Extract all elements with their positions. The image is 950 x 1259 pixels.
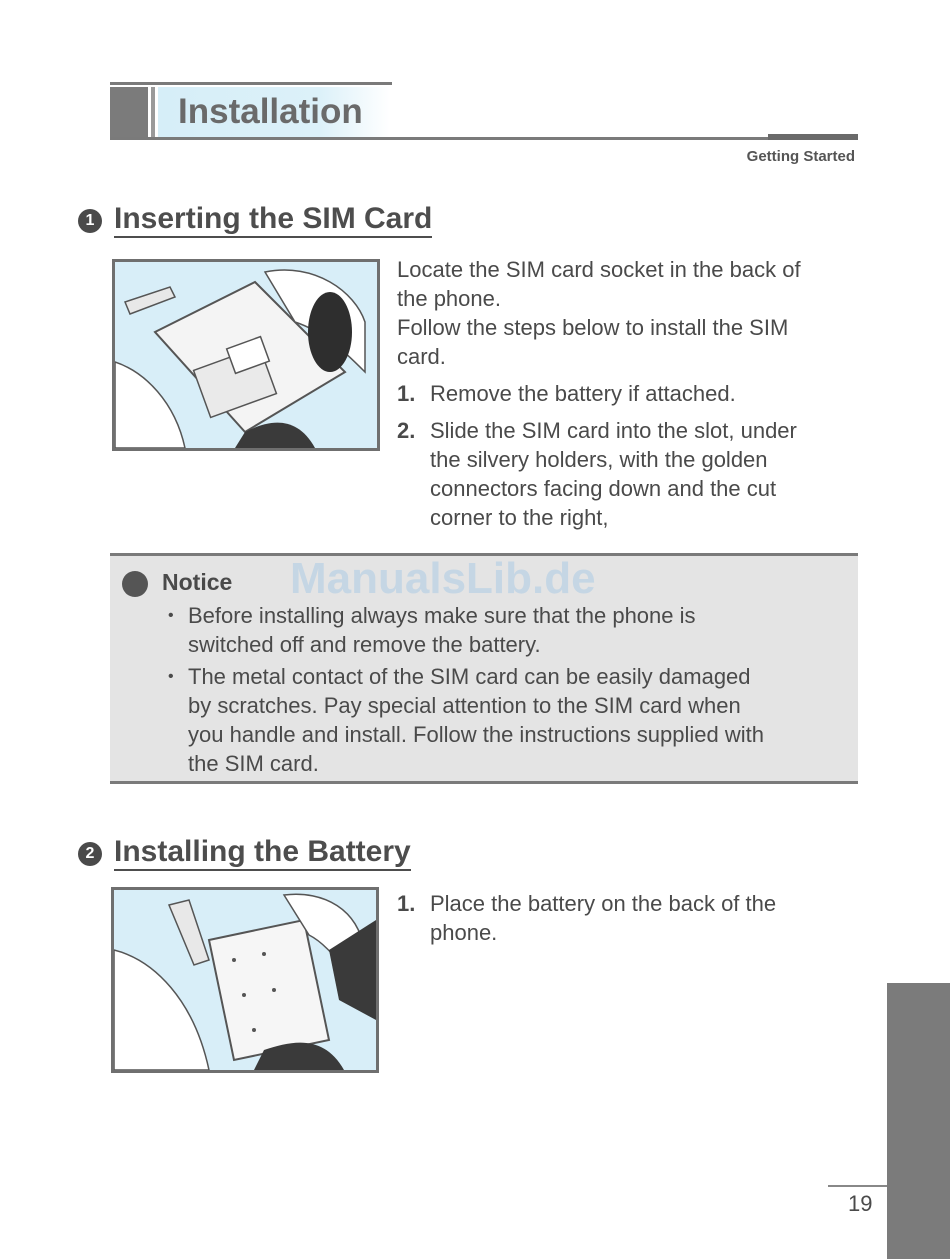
intro-line: Follow the steps below to install the SIM <box>397 315 789 340</box>
battery-instructions <box>397 889 857 947</box>
chapter-side-tab <box>887 983 950 1259</box>
battery-installation-illustration <box>111 887 379 1073</box>
section-number-badge: 1 <box>78 209 102 233</box>
section-title: Installing the Battery <box>114 836 411 871</box>
step-line: the silvery holders, with the golden <box>430 447 768 472</box>
notice-bullet-icon <box>122 571 148 597</box>
step-line: phone. <box>430 920 498 945</box>
sim-instructions <box>397 255 857 532</box>
section-heading-sim <box>78 203 432 238</box>
step-line: Place the battery on the back of the <box>430 891 777 916</box>
header-top-rule <box>110 82 392 85</box>
notice-item <box>168 662 838 778</box>
header-marker-stripe <box>151 87 155 137</box>
step-item <box>397 379 857 408</box>
section-label: Getting Started <box>746 148 855 165</box>
section-number-badge: 2 <box>78 842 102 866</box>
intro-line: Locate the SIM card socket in the back of <box>397 257 801 282</box>
notice-line: by scratches. Pay special attention to the SIM card when <box>188 693 741 718</box>
section-heading-battery <box>78 836 411 871</box>
watermark: ManualsLib.de <box>290 554 596 603</box>
sim-insertion-illustration <box>112 259 380 451</box>
step-line: connectors facing down and the cut <box>430 476 777 501</box>
notice-line: Before installing always make sure that the phone is <box>188 603 696 628</box>
notice-line: switched off and remove the battery. <box>188 632 541 657</box>
step-line: corner to the right, <box>430 505 609 530</box>
notice-line: you handle and install. Follow the instructions supplied with <box>188 722 764 747</box>
notice-list <box>168 601 838 781</box>
step-line: Slide the SIM card into the slot, under <box>430 418 797 443</box>
header-rule-tab <box>768 134 858 140</box>
page-number-rule <box>828 1185 887 1187</box>
bullet-symbol: • <box>168 668 174 685</box>
header-rule <box>110 137 858 140</box>
notice-box <box>110 553 858 784</box>
step-number: 1. <box>397 381 416 406</box>
page-title: Installation <box>158 87 390 137</box>
step-line: Remove the battery if attached. <box>430 381 736 406</box>
step-item <box>397 416 857 532</box>
step-item <box>397 889 857 947</box>
header-marker-block <box>110 87 148 137</box>
page-number: 19 <box>848 1191 873 1216</box>
bullet-symbol: • <box>168 607 174 624</box>
intro-line: the phone. <box>397 286 501 311</box>
notice-line: the SIM card. <box>188 751 319 776</box>
notice-line: The metal contact of the SIM card can be easily damaged <box>188 664 751 689</box>
notice-title: Notice <box>162 569 233 595</box>
section-title: Inserting the SIM Card <box>114 203 432 238</box>
step-number: 1. <box>397 891 416 916</box>
notice-item <box>168 601 838 659</box>
step-number: 2. <box>397 418 416 443</box>
intro-line: card. <box>397 344 446 369</box>
